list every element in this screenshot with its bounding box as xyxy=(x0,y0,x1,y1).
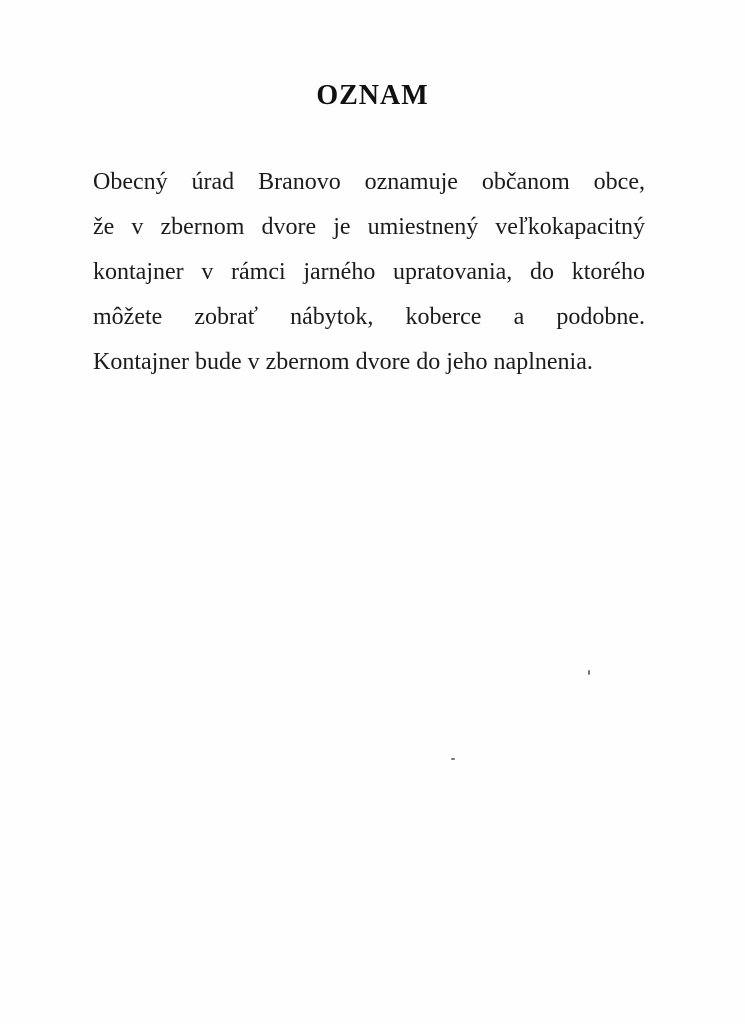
notice-line-3: kontajner v rámci jarného upratovania, do ktorého xyxy=(93,259,645,285)
notice-line-5: Kontajner bude v zbernom dvore do jeho naplnenia. xyxy=(93,349,593,375)
notice-line-4: môžete zobrať nábytok, koberce a podobne. xyxy=(93,304,645,330)
notice-line-1: Obecný úrad Branovo oznamuje občanom obce, xyxy=(93,169,645,195)
scan-speck xyxy=(451,758,455,760)
notice-body xyxy=(93,160,645,385)
scan-speck xyxy=(588,670,590,675)
notice-line-2: že v zbernom dvore je umiestnený veľkokapacitný xyxy=(93,214,645,240)
notice-title: OZNAM xyxy=(316,80,429,111)
